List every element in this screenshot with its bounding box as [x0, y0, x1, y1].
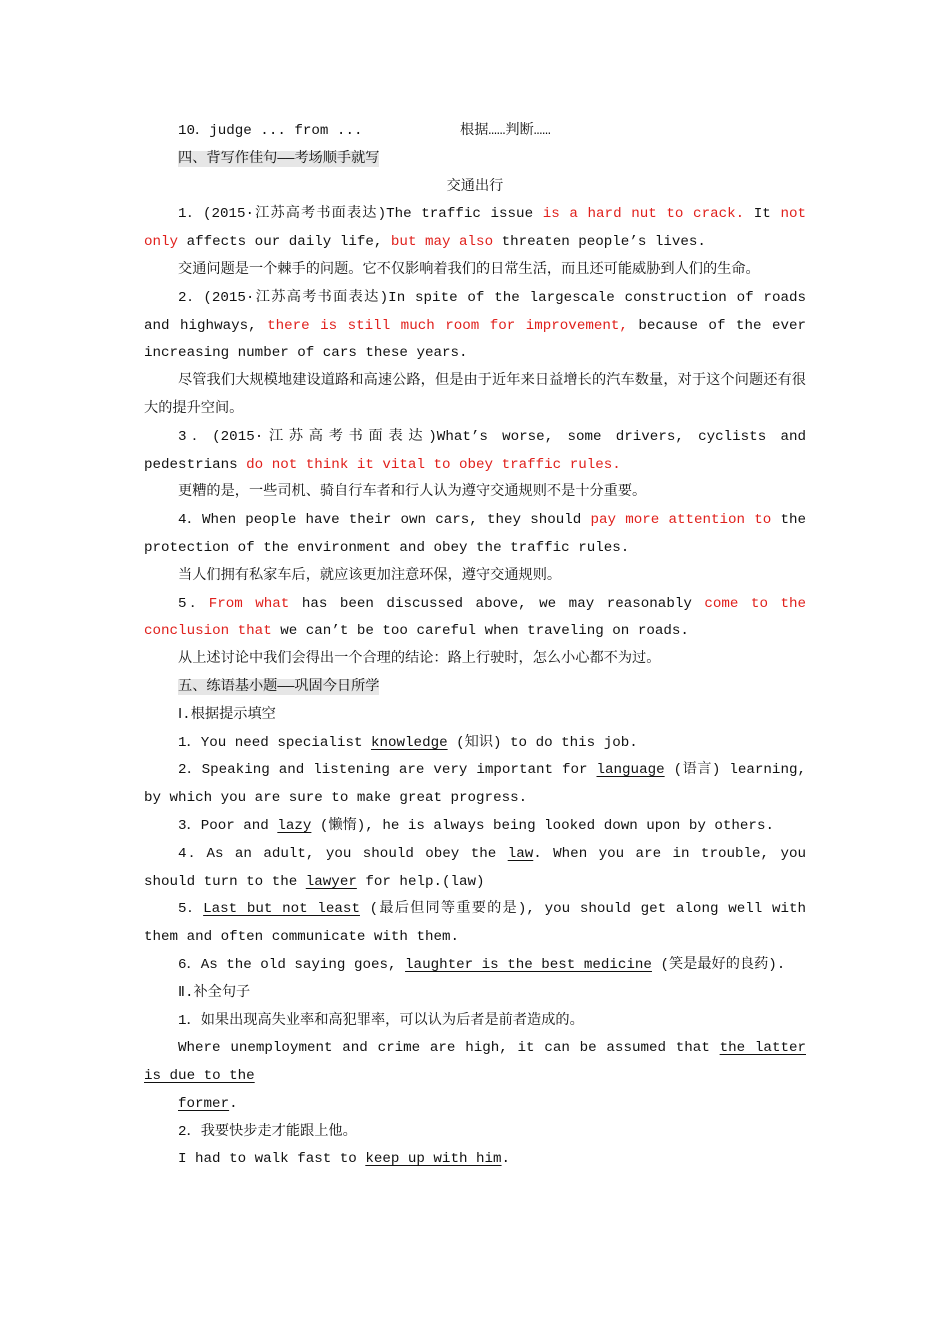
vocab-item-english: 10．judge ... from ...: [178, 123, 363, 139]
text: (语言) learning, by which you are sure to make great progress.: [144, 762, 806, 807]
fill-item-3: [144, 813, 806, 841]
sentence-1: [144, 201, 806, 257]
key-phrase: there is still much room for improvement,: [267, 317, 628, 334]
text: .: [229, 1095, 238, 1112]
text: 4．When people have their own cars, they should: [178, 512, 591, 529]
text: has been discussed above, we may reasonably: [289, 595, 705, 612]
text: 4．As an adult, you should obey the: [178, 845, 508, 862]
answer: language: [596, 762, 665, 779]
section-4-title: 四、背写作佳句——考场顺手就写: [178, 150, 380, 167]
text: (最后但同等重要的是), you should get along well with them and often communicate with them.: [144, 901, 807, 946]
fill-item-1: [144, 730, 806, 758]
text: affects our daily life,: [178, 234, 391, 251]
key-phrase: not only: [144, 206, 806, 251]
sentence-3: [144, 424, 806, 480]
complete-item-2-prompt: 2．我要快步走才能跟上他。: [178, 1123, 357, 1140]
text: 1．(2015·江苏高考书面表达)The traffic issue: [178, 206, 543, 223]
sentence-4-translation: 当人们拥有私家车后，就应该更加注意环保，遵守交通规则。: [178, 567, 562, 584]
key-phrase: do not think it vital to obey traffic rules.: [246, 456, 621, 473]
text: 2．Speaking and listening are very important for: [178, 762, 597, 779]
fill-item-6: [144, 952, 806, 980]
text: I had to walk fast to: [178, 1151, 366, 1168]
key-phrase: pay more attention to: [590, 512, 772, 529]
key-phrase: is a hard nut to crack.: [542, 206, 745, 223]
text: for help.(law): [356, 873, 485, 890]
fill-item-5: [144, 896, 806, 952]
document-page: [144, 118, 806, 1174]
answer: former: [178, 1095, 230, 1112]
sentence-4: [144, 507, 806, 563]
text: 3．(2015·江苏高考书面表达)What’s worse, some drivers, cyclists and pedestrians: [144, 428, 806, 473]
text: (笑是最好的良药).: [651, 956, 786, 973]
text: the protection of the environment and obey the traffic rules.: [144, 512, 807, 556]
sentence-5: [144, 591, 806, 647]
sentence-2-translation: 尽管我们大规模地建设道路和高速公路，但是由于近年来日益增长的汽车数量，对于这个问题还有很大的提升空间。: [144, 373, 806, 417]
text: threaten people’s lives.: [493, 234, 706, 251]
complete-item-1-prompt: 1．如果出现高失业率和高犯罪率，可以认为后者是前者造成的。: [178, 1012, 584, 1029]
answer: law: [507, 845, 534, 862]
sentence-2: [144, 285, 806, 368]
vocab-item-chinese: 根据……判断……: [460, 123, 551, 139]
sentence-1-translation: 交通问题是一个棘手的问题。它不仅影响着我们的日常生活，而且还可能威胁到人们的生命。: [178, 261, 760, 278]
answer: keep up with him: [365, 1151, 502, 1168]
complete-item-2: [144, 1146, 806, 1174]
section-4-heading: [144, 146, 806, 174]
text: 1．You need specialist: [178, 734, 371, 751]
key-phrase: From what: [208, 595, 290, 612]
answer: laughter is the best medicine: [405, 956, 652, 973]
answer: the latter is due to the: [144, 1040, 806, 1085]
answer: lawyer: [305, 873, 357, 890]
part-1-heading: Ⅰ.根据提示填空: [178, 706, 276, 723]
section-4-subtitle: 交通出行: [446, 178, 504, 195]
vocab-item-10: [144, 118, 806, 146]
fill-item-4: [144, 841, 806, 897]
complete-item-1-cont: [144, 1091, 806, 1119]
sentence-5-translation: 从上述讨论中我们会得出一个合理的结论：路上行驶时，怎么小心都不为过。: [178, 651, 661, 668]
text: 5．: [178, 595, 209, 612]
text: 5．: [178, 901, 204, 918]
part-2-heading: Ⅱ.补全句子: [178, 984, 251, 1001]
key-phrase: but may also: [390, 234, 494, 251]
text: (懒惰), he is always being looked down upon by others.: [311, 817, 774, 834]
text: 3．Poor and: [178, 817, 278, 834]
text: .: [501, 1151, 511, 1168]
text: It: [744, 206, 781, 223]
complete-item-1: [144, 1035, 806, 1091]
text: Where unemployment and crime are high, it can be assumed that: [178, 1040, 720, 1057]
answer: Last but not least: [203, 901, 360, 918]
answer: knowledge: [370, 734, 448, 751]
text: 2．(2015·江苏高考书面表达)In spite of the largescale construction of roads and highways,: [144, 289, 806, 334]
text: we can’t be too careful when traveling on roads.: [271, 623, 689, 640]
section-5-title: 五、练语基小题——巩固今日所学: [178, 678, 380, 695]
text: 6．As the old saying goes,: [178, 956, 406, 973]
section-5-heading: [144, 674, 806, 702]
key-phrase: come to the conclusion that: [144, 595, 807, 640]
answer: lazy: [277, 817, 312, 834]
text: because of the ever increasing number of cars these years.: [144, 317, 806, 362]
sentence-3-translation: 更糟的是，一些司机、骑自行车者和行人认为遵守交通规则不是十分重要。: [178, 484, 647, 501]
text: . When you are in trouble, you should turn to the: [144, 845, 806, 890]
fill-item-2: [144, 757, 806, 813]
text: (知识) to do this job.: [447, 734, 638, 751]
